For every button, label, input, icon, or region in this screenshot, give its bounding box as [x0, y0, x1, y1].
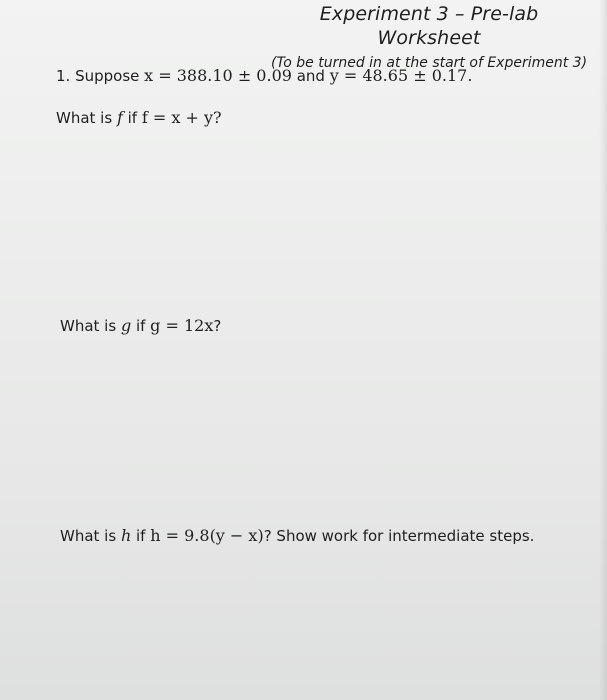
question-1-and: and: [291, 67, 330, 85]
question-f-middle: if: [122, 109, 142, 127]
question-1: [56, 66, 472, 86]
question-h: [60, 526, 534, 546]
question-f: [56, 108, 222, 128]
question-g-middle: if: [131, 317, 151, 335]
question-h-suffix: ? Show work for intermediate steps.: [263, 527, 535, 545]
question-g: [60, 316, 221, 336]
question-g-prefix: What is: [60, 317, 121, 335]
question-g-var: g: [120, 316, 132, 335]
question-h-middle: if: [131, 527, 151, 545]
question-f-prefix: What is: [56, 109, 117, 127]
question-g-expression: g = 12x: [150, 316, 214, 335]
page-edge-shadow: [599, 0, 607, 700]
question-h-prefix: What is: [60, 527, 121, 545]
question-f-expression: f = x + y: [141, 108, 213, 127]
question-h-expression: h = 9.8(y − x): [150, 526, 264, 545]
x-expression: x = 388.10 ± 0.09: [144, 66, 292, 85]
worksheet-title: Experiment 3 – Pre-lab Worksheet: [319, 3, 539, 49]
y-expression: y = 48.65 ± 0.17: [329, 66, 468, 85]
question-1-suffix: .: [467, 66, 473, 85]
question-f-var: f: [116, 108, 123, 127]
question-f-suffix: ?: [212, 108, 222, 127]
question-g-suffix: ?: [213, 317, 222, 335]
question-1-prefix: 1. Suppose: [56, 67, 145, 85]
worksheet-subtitle: (To be turned in at the start of Experiment 3): [270, 55, 588, 71]
worksheet-header: [269, 2, 589, 72]
question-h-var: h: [120, 526, 132, 545]
